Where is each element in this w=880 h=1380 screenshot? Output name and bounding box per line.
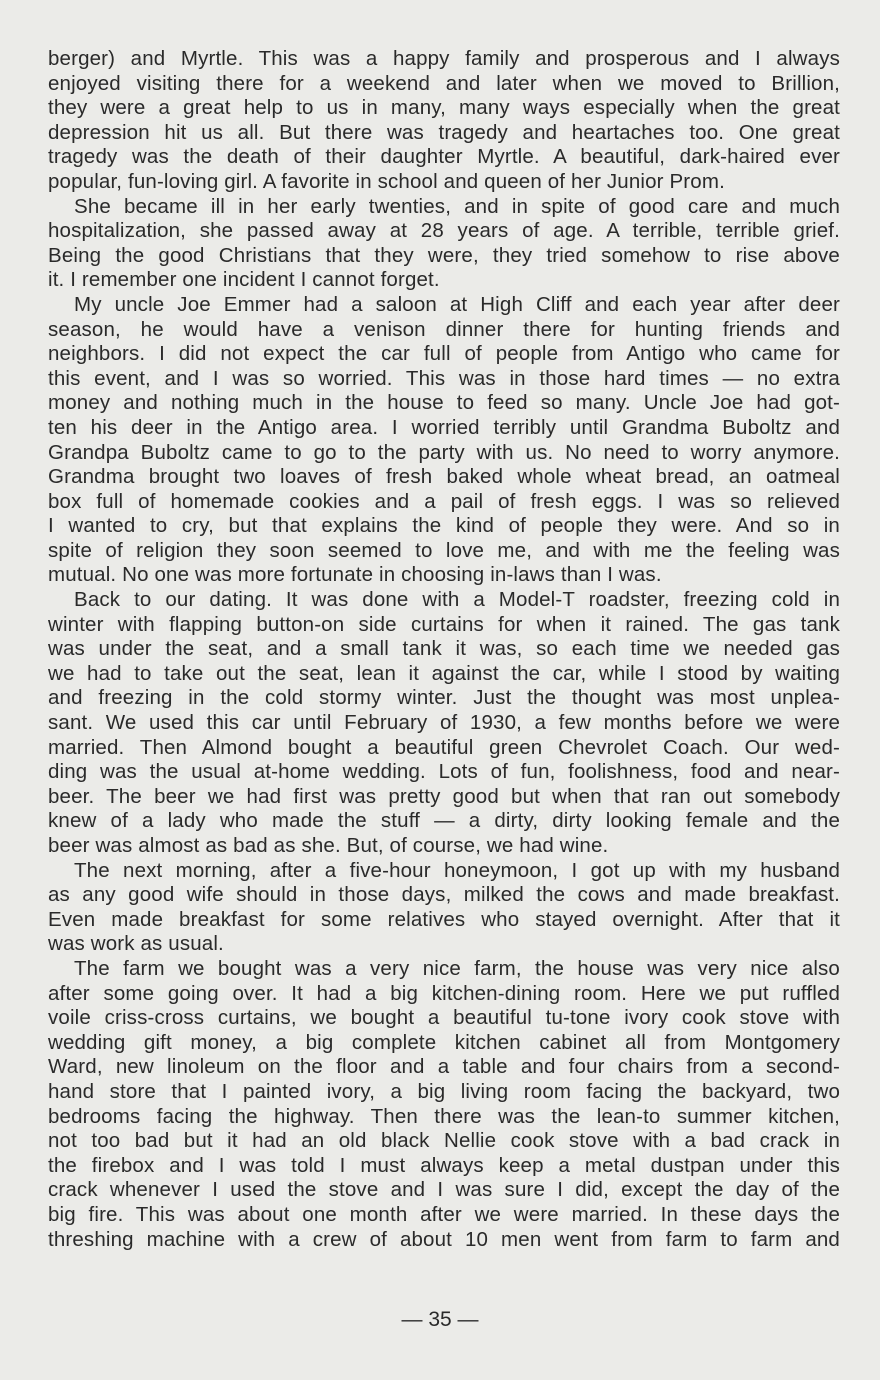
text-line: after some going over. It had a big kitchen-dining room. Here we put ruffled [48, 981, 840, 1005]
text-line: hospitalization, she passed away at 28 years of age. A terrible, terrible grief. [48, 219, 840, 243]
text-line: beer. The beer we had first was pretty good but when that ran out somebody [48, 784, 840, 808]
paragraph [48, 293, 840, 588]
text-line: box full of homemade cookies and a pail of fresh eggs. I was so relieved [48, 489, 840, 513]
text-line: Even made breakfast for some relatives who stayed overnight. After that it [48, 907, 840, 931]
text-line: spite of religion they soon seemed to love me, and with me the feeling was [48, 538, 840, 562]
text-line: depression hit us all. But there was tragedy and heartaches too. One great [48, 120, 840, 144]
page-body [48, 47, 840, 1252]
text-line: Ward, new linoleum on the floor and a table and four chairs from a second- [48, 1055, 840, 1079]
text-line: married. Then Almond bought a beautiful green Chevrolet Coach. Our wed- [48, 735, 840, 759]
text-line: Grandma brought two loaves of fresh baked whole wheat bread, an oatmeal [48, 465, 840, 489]
text-line: wedding gift money, a big complete kitchen cabinet all from Montgomery [48, 1030, 840, 1054]
text-line: and freezing in the cold stormy winter. Just the thought was most unplea- [48, 686, 840, 710]
text-line: this event, and I was so worried. This was in those hard times — no extra [48, 366, 840, 390]
text-line: neighbors. I did not expect the car full of people from Antigo who came for [48, 342, 840, 366]
paragraph [48, 47, 840, 195]
paragraph [48, 957, 840, 1252]
text-line: berger) and Myrtle. This was a happy family and prosperous and I always [48, 47, 840, 70]
text-line: The next morning, after a five-hour honeymoon, I got up with my husband [74, 858, 840, 882]
text-line: we had to take out the seat, lean it against the car, while I stood by waiting [48, 661, 840, 685]
text-line: My uncle Joe Emmer had a saloon at High Cliff and each year after deer [74, 292, 840, 316]
text-line: popular, fun-loving girl. A favorite in school and queen of her Junior Prom. [48, 169, 725, 193]
paragraph [48, 195, 840, 293]
text-line: Back to our dating. It was done with a Model-T roadster, freezing cold in [74, 588, 840, 612]
text-line: they were a great help to us in many, many ways especially when the great [48, 96, 840, 120]
text-line: threshing machine with a crew of about 10 men went from farm to farm and [48, 1227, 840, 1251]
text-line: the firebox and I was told I must always keep a metal dustpan under this [48, 1153, 840, 1177]
text-line: it. I remember one incident I cannot forget. [48, 268, 440, 292]
text-line: knew of a lady who made the stuff — a dirty, dirty looking female and the [48, 809, 840, 833]
text-line: ten his deer in the Antigo area. I worried terribly until Grandma Buboltz and [48, 415, 840, 439]
text-line: I wanted to cry, but that explains the kind of people they were. And so in [48, 514, 840, 538]
text-line: enjoyed visiting there for a weekend and later when we moved to Brillion, [48, 71, 840, 95]
text-line: as any good wife should in those days, milked the cows and made breakfast. [48, 883, 840, 907]
text-line: Being the good Christians that they were, they tried somehow to rise above [48, 243, 840, 267]
text-line: bedrooms facing the highway. Then there was the lean-to summer kitchen, [48, 1104, 840, 1128]
page-number: — 35 — [401, 1308, 479, 1331]
text-line: crack whenever I used the stove and I was sure I did, except the day of the [48, 1178, 840, 1202]
text-line: money and nothing much in the house to feed so many. Uncle Joe had got- [48, 391, 840, 415]
text-line: hand store that I painted ivory, a big living room facing the backyard, two [48, 1079, 840, 1103]
text-line: ding was the usual at-home wedding. Lots of fun, foolishness, food and near- [48, 760, 840, 784]
text-line: season, he would have a venison dinner there for hunting friends and [48, 317, 840, 341]
text-line: sant. We used this car until February of 1930, a few months before we were [48, 711, 840, 735]
text-line: tragedy was the death of their daughter Myrtle. A beautiful, dark-haired ever [48, 145, 840, 169]
text-line: was under the seat, and a small tank it was, so each time we needed gas [48, 637, 840, 661]
paragraph [48, 588, 840, 859]
text-line: She became ill in her early twenties, and in spite of good care and much [74, 194, 840, 218]
text-line: The farm we bought was a very nice farm, the house was very nice also [74, 956, 840, 980]
text-line: winter with flapping button-on side curtains for when it rained. The gas tank [48, 612, 840, 636]
text-line: not too bad but it had an old black Nellie cook stove with a bad crack in [48, 1129, 840, 1153]
text-line: big fire. This was about one month after we were married. In these days the [48, 1202, 840, 1226]
paragraph [48, 859, 840, 957]
text-line: voile criss-cross curtains, we bought a beautiful tu-tone ivory cook stove with [48, 1006, 840, 1030]
text-line: was work as usual. [48, 932, 224, 956]
text-line: beer was almost as bad as she. But, of course, we had wine. [48, 834, 609, 857]
text-line: Grandpa Buboltz came to go to the party with us. No need to worry anymore. [48, 440, 840, 464]
text-line: mutual. No one was more fortunate in choosing in-laws than I was. [48, 563, 662, 587]
